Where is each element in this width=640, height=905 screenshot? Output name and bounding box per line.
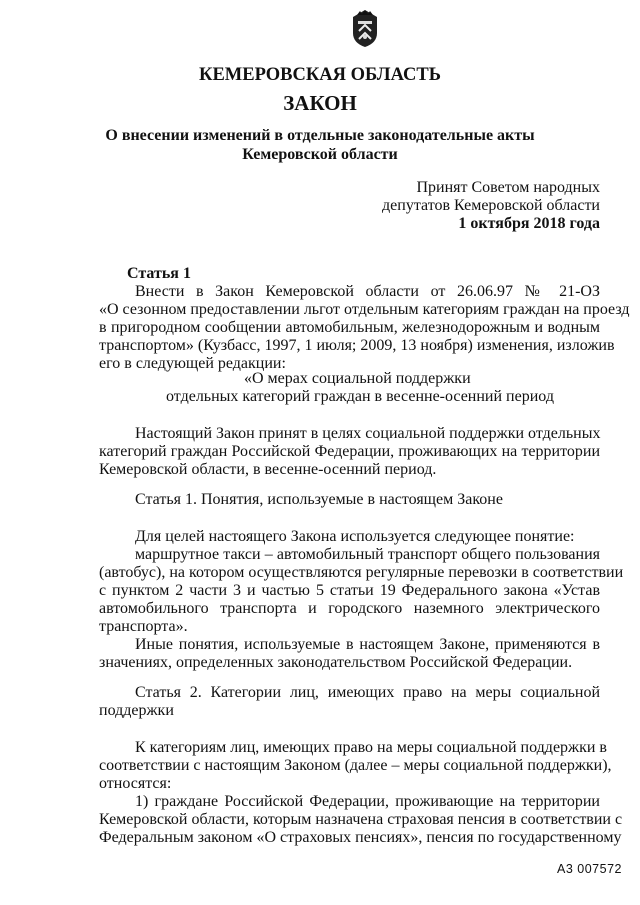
text-line: категорий граждан Российской Федерации, проживающих на территории	[99, 443, 600, 460]
text-line: Иные понятия, используемые в настоящем Законе, применяются в	[135, 636, 600, 653]
form-serial-number: А3 007572	[557, 862, 622, 876]
text-line: соответствии с настоящим Законом (далее – меры социальной поддержки),	[99, 757, 612, 774]
adoption-date: 1 октября 2018 года	[458, 215, 600, 232]
text-line: К категориям лиц, имеющих право на меры социальной поддержки в	[135, 739, 607, 756]
text-line: транспортом» (Кузбасс, 1997, 1 июля; 2009, 13 ноября) изменения, изложив	[99, 337, 615, 354]
text-line: относятся:	[99, 775, 172, 792]
text-line: Федеральным законом «О страховых пенсиях», пенсия по государственному	[99, 829, 622, 846]
law-subject-line: Кемеровской области	[242, 146, 398, 163]
text-line: транспорта».	[99, 618, 188, 635]
section-heading: Статья 1. Понятия, используемые в настоящем Законе	[135, 491, 503, 508]
text-line: Настоящий Закон принят в целях социальной поддержки отдельных	[135, 425, 601, 442]
text-line: 1) граждане Российской Федерации, проживающие на территории	[135, 793, 600, 810]
text-line: автомобильного транспорта и городского наземного электрического	[99, 600, 600, 617]
new-title-line: «О мерах социальной поддержки	[244, 370, 471, 387]
text-line: значениях, определенных законодательством Российской Федерации.	[99, 654, 573, 671]
text-line: Для целей настоящего Закона используется следующее понятие:	[135, 528, 575, 545]
text-line: его в следующей редакции:	[99, 355, 286, 372]
text-line: Кемеровской области, в весенне-осенний период.	[99, 461, 437, 478]
law-subject-line: О внесении изменений в отдельные законодательные акты	[105, 127, 535, 144]
text-line: «О сезонном предоставлении льгот отдельным категориям граждан на проезд	[99, 301, 630, 318]
text-line: маршрутное такси – автомобильный транспорт общего пользования	[135, 546, 600, 563]
text-line: с пунктом 2 части 3 и частью 5 статьи 19 Федерального закона «Устав	[99, 582, 600, 599]
text-line: в пригородном сообщении автомобильным, железнодорожным и водным	[99, 319, 600, 336]
adoption-line: депутатов Кемеровской области	[382, 197, 600, 214]
region-title: КЕМЕРОВСКАЯ ОБЛАСТЬ	[199, 65, 441, 85]
document-type: ЗАКОН	[283, 91, 357, 115]
text-line: Кемеровской области, которым назначена страховая пенсия в соответствии с	[99, 811, 623, 828]
coat-of-arms-icon	[349, 7, 381, 49]
section-heading: поддержки	[99, 702, 174, 719]
adoption-line: Принят Советом народных	[416, 179, 600, 196]
text-line: Внести в Закон Кемеровской области от 26.06.97 № 21-ОЗ	[135, 283, 600, 300]
section-heading: Статья 2. Категории лиц, имеющих право на меры социальной	[135, 684, 600, 701]
article-heading: Статья 1	[127, 265, 191, 282]
text-line: (автобус), на котором осуществляются регулярные перевозки в соответствии	[99, 564, 624, 581]
new-title-line: отдельных категорий граждан в весенне-осенний период	[166, 388, 554, 405]
